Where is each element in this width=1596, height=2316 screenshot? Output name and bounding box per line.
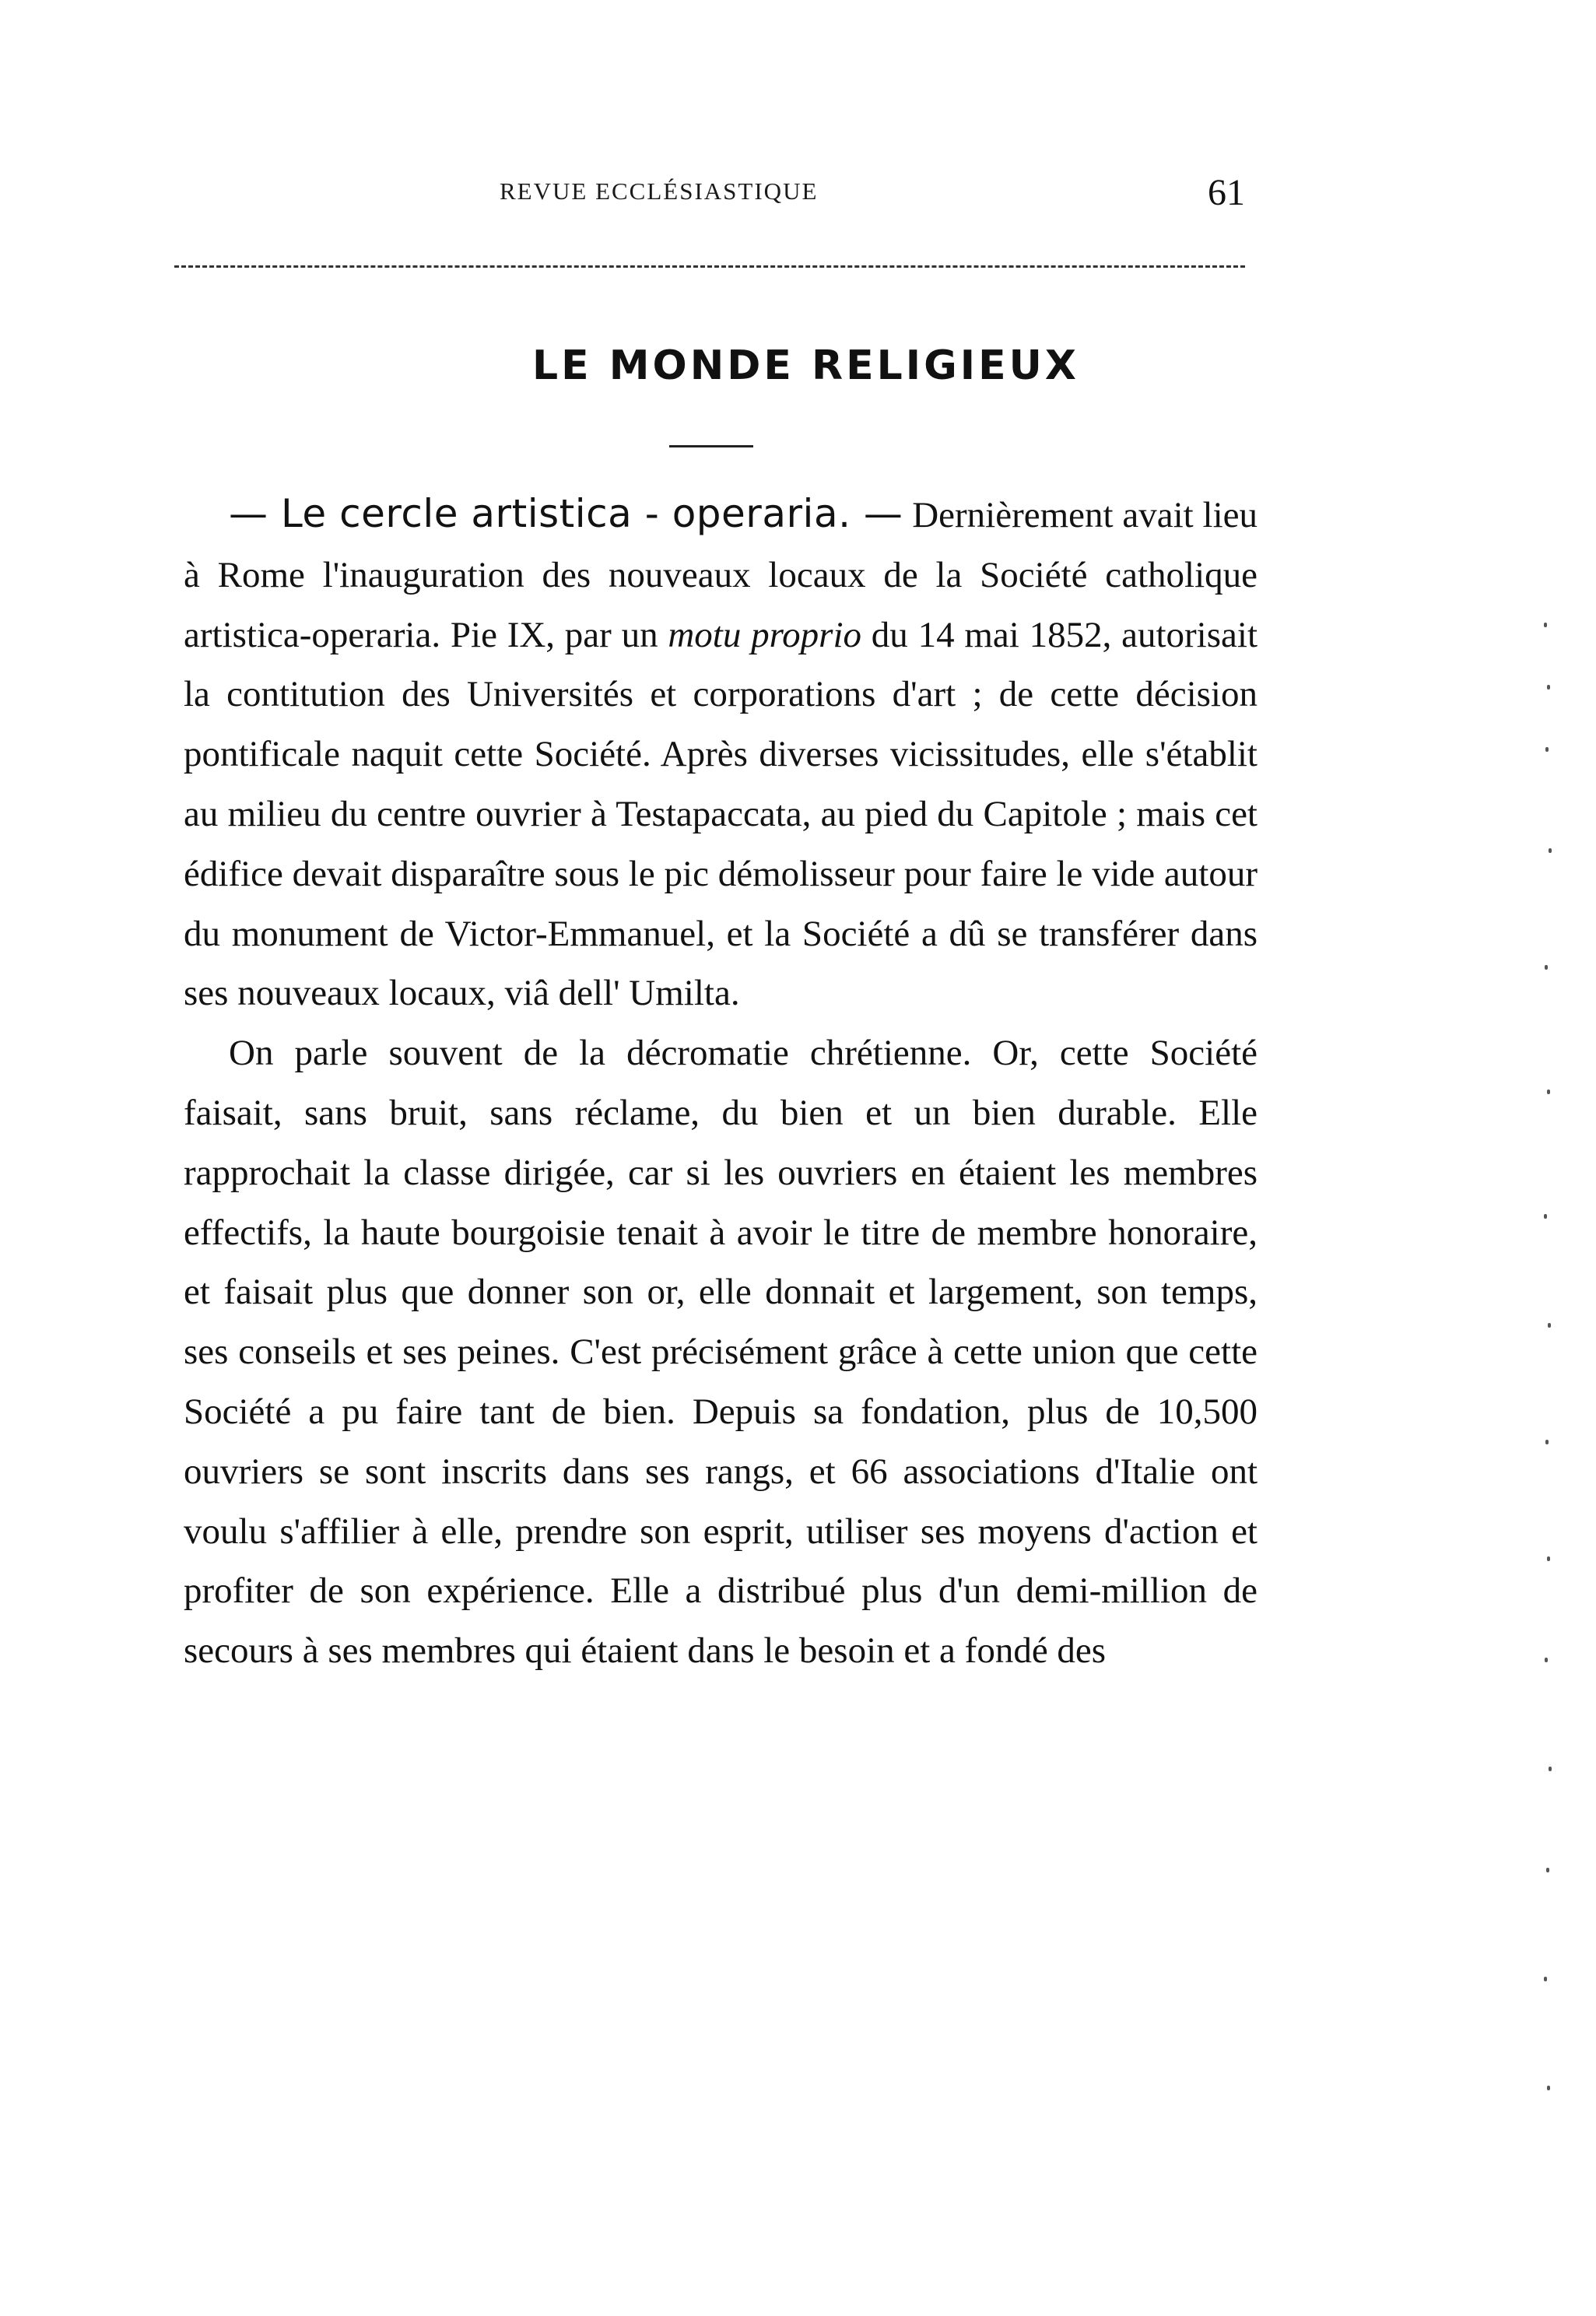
running-title: REVUE ECCLÉSIASTIQUE xyxy=(500,177,819,205)
section-title: LE MONDE RELIGIEUX xyxy=(532,342,1079,389)
paragraph-1-text-b: du 14 mai 1852, autorisait la contitution des Universités et corporations d'art ; de cette décision pontificale naquit cette Société. Après diverses vicissitudes, elle s'établit au milieu du centre ouvrier à Testapaccata, au pied du Capitole ; mais cet édifice devait disparaître sous le pic démolisseur pour faire le vide autour du monument de Victor-Emmanuel, et la Société a dû se transférer dans ses nouveaux locaux, viâ dell' Umilta. xyxy=(184,614,1258,1014)
margin-scan-marks xyxy=(1542,623,1573,2179)
paragraph-1-text-a: Dernièrement avait lieu à Rome l'inauguration des nouveaux locaux de la Société catholique artistica-operaria. Pie IX, par un xyxy=(184,495,1258,655)
running-head xyxy=(187,172,1245,224)
title-divider xyxy=(669,445,753,447)
page-number: 61 xyxy=(1208,172,1245,213)
header-divider xyxy=(174,265,1245,268)
article-body xyxy=(184,484,1258,1681)
latin-term: motu proprio xyxy=(668,614,862,655)
paragraph-1 xyxy=(184,484,1258,1023)
paragraph-2: On parle souvent de la décromatie chrétienne. Or, cette Société faisait, sans bruit, sans réclame, du bien et un bien durable. Elle rapprochait la classe dirigée, car si les ouvriers en étaient les membres effectifs, la haute bourgoisie tenait à avoir le titre de membre honoraire, et faisait plus que donner son or, elle donnait et largement, son temps, ses conseils et ses peines. C'est précisément grâce à cette union que cette Société a pu faire tant de bien. Depuis sa fondation, plus de 10,500 ouvriers se sont inscrits dans ses rangs, et 66 associations d'Italie ont voulu s'affilier à elle, prendre son esprit, utiliser ses moyens d'action et profiter de son expérience. Elle a distribué plus d'un demi-million de secours à ses membres qui étaient dans le besoin et a fondé des xyxy=(184,1033,1258,1672)
article-heading: — Le cercle artistica - operaria. — xyxy=(229,491,903,536)
